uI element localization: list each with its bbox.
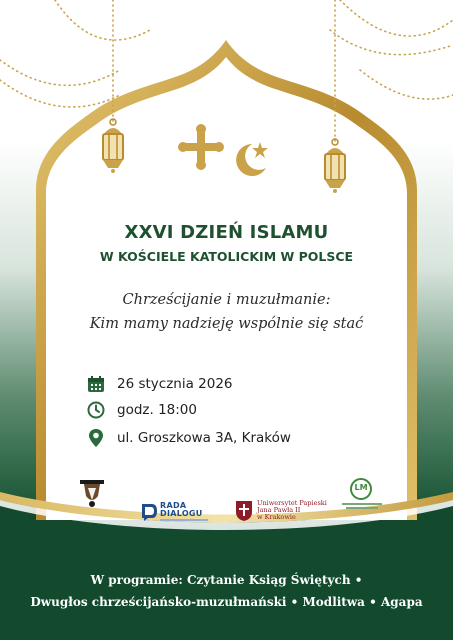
upjp2-name-line2: Jana Pawła II (257, 506, 301, 514)
calendar-icon (86, 374, 106, 394)
lantern-icon (320, 138, 350, 194)
event-place: ul. Groszkowa 3A, Kraków (117, 430, 291, 446)
clock-icon (86, 400, 106, 420)
lm-tagline-line (346, 507, 378, 509)
date-row (86, 373, 233, 395)
rada-name-line1: RADA (160, 501, 187, 510)
rada-dialogu-logo (140, 500, 210, 526)
organizer-emblem-logo (78, 478, 106, 508)
upjp2-name-line1: Uniwersytet Papieski (257, 499, 327, 507)
lm-tagline-line (342, 503, 382, 505)
upjp2-logo (235, 498, 325, 530)
rada-name-line2: DIALOGU (160, 509, 203, 518)
program-line-2: Dwugłos chrześcijańsko-muzułmański • Modlitwa • Agapa (30, 595, 423, 609)
cross-icon (178, 124, 224, 170)
crescent-star-icon (230, 136, 274, 180)
time-row (86, 399, 197, 421)
rada-dialogu-mark-icon (140, 502, 158, 522)
rada-tagline-lines (160, 519, 208, 521)
event-title: XXVI DZIEŃ ISLAMU (124, 222, 329, 243)
theme-line-2: Kim mamy nadzieję wspólnie się stać (89, 316, 364, 332)
event-subtitle-line: W KOŚCIELE KATOLICKIM W POLSCE (99, 249, 354, 264)
upjp2-shield-icon (235, 500, 253, 522)
lantern-icon (98, 118, 128, 174)
location-pin-icon (86, 428, 106, 448)
theme-line-1: Chrześcijanie i muzułmanie: (122, 292, 331, 308)
lm-logo (342, 478, 382, 514)
upjp2-name-line3: w Krakowie (257, 513, 296, 521)
place-row (86, 427, 291, 449)
lm-mark: LM (354, 483, 368, 492)
program-line-1: W programie: Czytanie Ksiąg Świętych • (90, 573, 363, 587)
event-time: godz. 18:00 (117, 402, 197, 418)
event-date: 26 stycznia 2026 (117, 376, 233, 392)
